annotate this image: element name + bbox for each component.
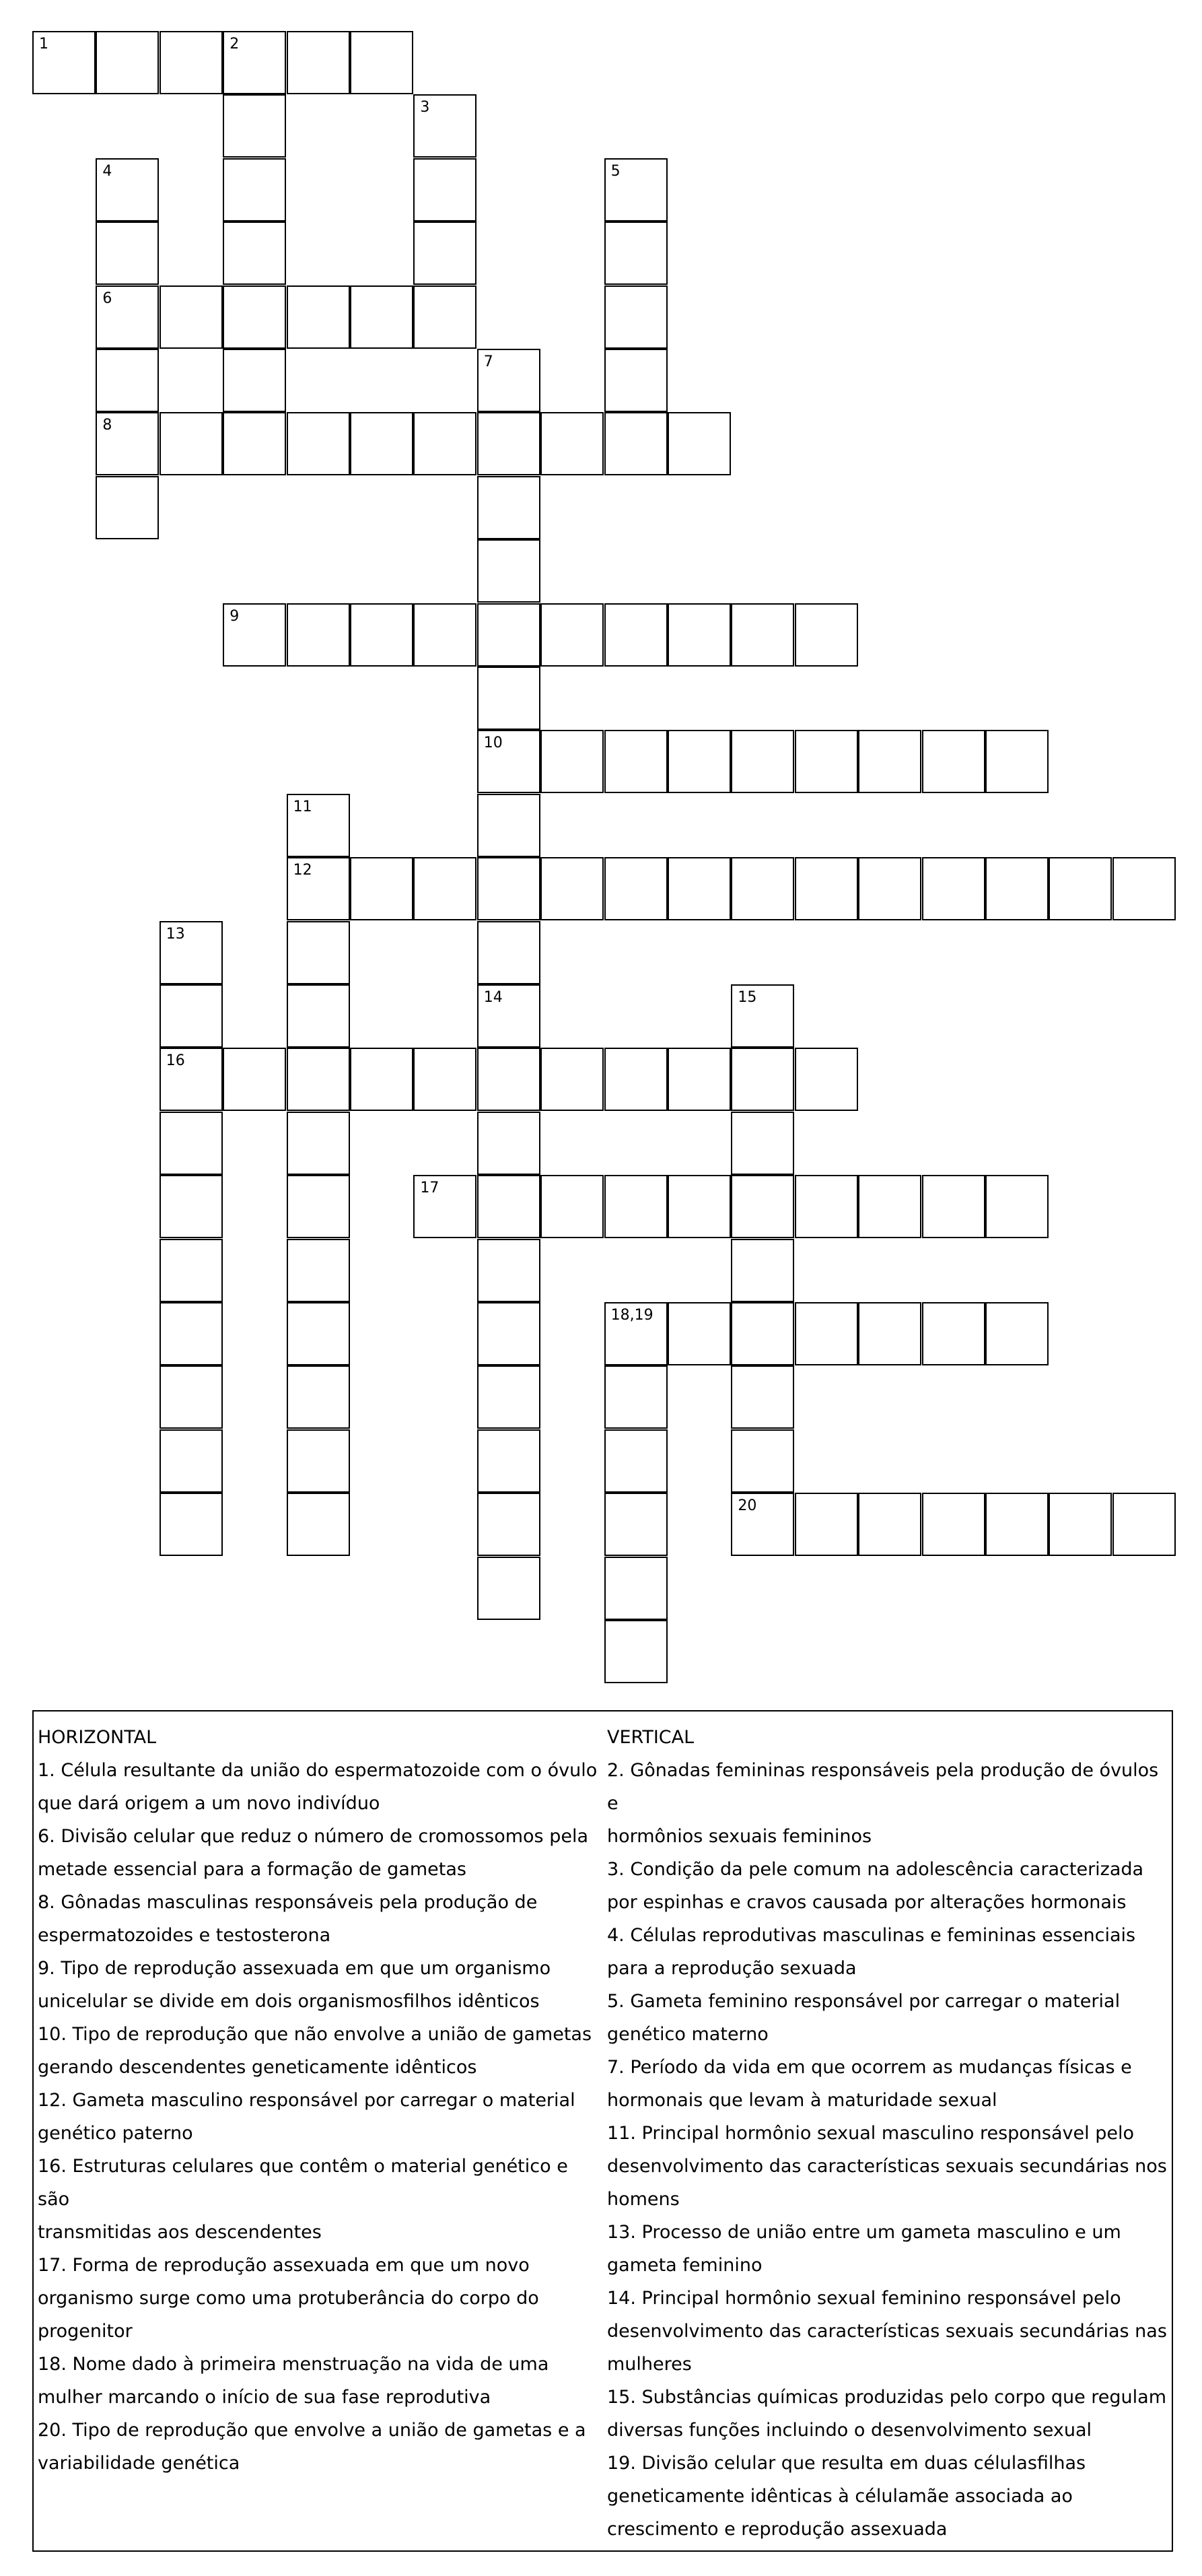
grid-cell[interactable] <box>223 31 286 94</box>
grid-cell[interactable] <box>350 31 413 94</box>
grid-cell[interactable] <box>604 349 668 412</box>
grid-cell[interactable] <box>160 412 223 475</box>
grid-cell[interactable] <box>160 31 223 94</box>
grid-cell[interactable] <box>477 1365 540 1429</box>
grid-cell[interactable] <box>604 1493 668 1556</box>
grid-cell[interactable] <box>668 730 731 793</box>
grid-cell[interactable] <box>287 1175 350 1238</box>
grid-cell[interactable] <box>287 31 350 94</box>
clue-line: crescimento e reprodução assexuada <box>607 2519 948 2540</box>
grid-cell[interactable] <box>858 1493 921 1556</box>
grid-cell[interactable] <box>477 1493 540 1556</box>
grid-cell[interactable] <box>413 94 476 158</box>
grid-cell[interactable] <box>604 1175 668 1238</box>
grid-cell[interactable] <box>604 857 668 920</box>
grid-cell[interactable] <box>668 603 731 667</box>
grid-cell[interactable] <box>96 285 159 349</box>
grid-cell[interactable] <box>287 603 350 667</box>
clue-line: 2. Gônadas femininas responsáveis pela produção de óvulos e <box>607 1760 1159 1814</box>
clue-line: metade essencial para a formação de gametas <box>38 1859 466 1880</box>
grid-cell[interactable] <box>540 857 604 920</box>
clue-number: 11 <box>293 798 312 815</box>
grid-cell[interactable] <box>160 285 223 349</box>
grid-cell[interactable] <box>731 984 794 1048</box>
grid-cell[interactable] <box>477 1557 540 1620</box>
grid-cell[interactable] <box>223 349 286 412</box>
grid-cell[interactable] <box>985 1175 1049 1238</box>
grid-cell[interactable] <box>223 158 286 222</box>
grid-cell[interactable] <box>731 1239 794 1302</box>
grid-cell[interactable] <box>477 794 540 857</box>
grid-cell[interactable] <box>413 158 476 222</box>
grid-cell[interactable] <box>223 1048 286 1111</box>
clue-line: para a reprodução sexuada <box>607 1958 857 1979</box>
clue-number: 15 <box>738 989 757 1006</box>
grid-cell[interactable] <box>477 539 540 603</box>
grid-cell[interactable] <box>223 412 286 475</box>
clue-line: 8. Gônadas masculinas responsáveis pela produção de <box>38 1892 538 1913</box>
grid-cell[interactable] <box>540 730 604 793</box>
clue-number: 13 <box>166 925 185 943</box>
grid-cell[interactable] <box>477 1302 540 1365</box>
grid-cell[interactable] <box>668 412 731 475</box>
grid-cell[interactable] <box>668 1175 731 1238</box>
clue-line: 9. Tipo de reprodução assexuada em que um organismo <box>38 1958 551 1979</box>
clue-line: gerando descendentes geneticamente idênticos <box>38 2057 477 2078</box>
grid-cell[interactable] <box>413 603 476 667</box>
clue-line: 18. Nome dado à primeira menstruação na vida de uma <box>38 2354 549 2375</box>
grid-cell[interactable] <box>477 921 540 984</box>
grid-cell[interactable] <box>223 285 286 349</box>
clue-number: 9 <box>229 607 240 625</box>
grid-cell[interactable] <box>985 1302 1049 1365</box>
clue-number: 16 <box>166 1052 185 1070</box>
grid-cell[interactable] <box>350 857 413 920</box>
clue-line: desenvolvimento das características sexuais secundárias nos <box>607 2156 1167 2177</box>
grid-cell[interactable] <box>795 603 858 667</box>
clue-line: 6. Divisão celular que reduz o número de cromossomos pela <box>38 1826 588 1847</box>
grid-cell[interactable] <box>160 1493 223 1556</box>
grid-cell[interactable] <box>287 857 350 920</box>
grid-cell[interactable] <box>604 1557 668 1620</box>
clue-line: desenvolvimento das características sexuais secundárias nas <box>607 2321 1167 2342</box>
clue-number: 12 <box>293 862 312 879</box>
grid-cell[interactable] <box>731 603 794 667</box>
grid-cell[interactable] <box>477 857 540 920</box>
grid-cell[interactable] <box>1112 857 1176 920</box>
grid-cell[interactable] <box>604 1620 668 1683</box>
grid-cell[interactable] <box>287 1429 350 1493</box>
grid-cell[interactable] <box>604 1048 668 1111</box>
grid-cell[interactable] <box>477 1175 540 1238</box>
clue-number: 4 <box>102 162 112 180</box>
grid-cell[interactable] <box>96 222 159 285</box>
clue-number: 10 <box>483 735 503 752</box>
grid-cell[interactable] <box>604 730 668 793</box>
grid-cell[interactable] <box>1049 857 1112 920</box>
clue-line: 13. Processo de união entre um gameta masculino e um <box>607 2222 1121 2243</box>
clue-line: 4. Células reprodutivas masculinas e femininas essenciais <box>607 1925 1136 1946</box>
grid-cell[interactable] <box>604 412 668 475</box>
clue-line: variabilidade genética <box>38 2453 240 2474</box>
clue-number: 6 <box>102 290 112 307</box>
clue-number: 20 <box>738 1497 757 1515</box>
clue-number: 7 <box>483 353 493 370</box>
grid-cell[interactable] <box>922 730 985 793</box>
grid-cell[interactable] <box>350 285 413 349</box>
clue-number: 14 <box>483 989 503 1006</box>
grid-cell[interactable] <box>604 1429 668 1493</box>
grid-cell[interactable] <box>668 1302 731 1365</box>
grid-cell[interactable] <box>413 412 476 475</box>
grid-cell[interactable] <box>350 412 413 475</box>
grid-cell[interactable] <box>731 1302 794 1365</box>
grid-cell[interactable] <box>96 476 159 539</box>
clue-line: transmitidas aos descendentes <box>38 2222 322 2243</box>
clue-line: espermatozoides e testosterona <box>38 1925 331 1946</box>
grid-cell[interactable] <box>96 412 159 475</box>
clue-number: 8 <box>102 417 112 434</box>
grid-cell[interactable] <box>32 31 96 94</box>
clue-line: 19. Divisão celular que resulta em duas célulasfilhas <box>607 2453 1086 2474</box>
grid-cell[interactable] <box>477 1112 540 1175</box>
grid-cell[interactable] <box>477 476 540 539</box>
clue-line: 3. Condição da pele comum na adolescência caracterizada <box>607 1859 1144 1880</box>
grid-cell[interactable] <box>160 1429 223 1493</box>
grid-cell[interactable] <box>287 285 350 349</box>
clue-number: 17 <box>420 1180 439 1197</box>
grid-cell[interactable] <box>985 730 1049 793</box>
clue-line: 5. Gameta feminino responsável por carregar o material <box>607 1991 1121 2012</box>
grid-cell[interactable] <box>795 730 858 793</box>
grid-cell[interactable] <box>604 1365 668 1429</box>
grid-cell[interactable] <box>731 1048 794 1111</box>
grid-cell[interactable] <box>223 222 286 285</box>
grid-cell[interactable] <box>160 1175 223 1238</box>
grid-cell[interactable] <box>858 1302 921 1365</box>
clue-line: 16. Estruturas celulares que contêm o material genético e são <box>38 2156 568 2210</box>
grid-cell[interactable] <box>477 984 540 1048</box>
grid-cell[interactable] <box>413 1048 476 1111</box>
grid-cell[interactable] <box>858 1175 921 1238</box>
grid-cell[interactable] <box>1112 1493 1176 1556</box>
grid-cell[interactable] <box>795 1302 858 1365</box>
grid-cell[interactable] <box>668 857 731 920</box>
clue-line: progenitor <box>38 2321 133 2342</box>
grid-cell[interactable] <box>731 1493 794 1556</box>
grid-cell[interactable] <box>858 730 921 793</box>
grid-cell[interactable] <box>540 603 604 667</box>
clue-line: hormonais que levam à maturidade sexual <box>607 2090 997 2111</box>
grid-cell[interactable] <box>160 1048 223 1111</box>
clue-line: mulheres <box>607 2354 692 2375</box>
clue-line: organismo surge como uma protuberância do corpo do <box>38 2288 539 2309</box>
grid-cell[interactable] <box>160 921 223 984</box>
grid-cell[interactable] <box>731 1175 794 1238</box>
clue-line: diversas funções incluindo o desenvolvimento sexual <box>607 2420 1092 2441</box>
grid-cell[interactable] <box>477 1048 540 1111</box>
clue-line: 7. Período da vida em que ocorrem as mudanças físicas e <box>607 2057 1132 2078</box>
grid-cell[interactable] <box>795 1048 858 1111</box>
grid-cell[interactable] <box>540 1175 604 1238</box>
grid-cell[interactable] <box>477 667 540 730</box>
clue-number: 1 <box>39 36 48 53</box>
clue-line: 17. Forma de reprodução assexuada em que um novo <box>38 2255 530 2276</box>
grid-cell[interactable] <box>540 1048 604 1111</box>
grid-cell[interactable] <box>795 1493 858 1556</box>
grid-cell[interactable] <box>477 603 540 667</box>
grid-cell[interactable] <box>160 1239 223 1302</box>
grid-cell[interactable] <box>287 1365 350 1429</box>
grid-cell[interactable] <box>223 94 286 158</box>
clue-line: gameta feminino <box>607 2255 763 2276</box>
grid-cell[interactable] <box>287 1048 350 1111</box>
grid-cell[interactable] <box>731 857 794 920</box>
grid-cell[interactable] <box>604 158 668 222</box>
grid-cell[interactable] <box>477 412 540 475</box>
horizontal-clues <box>38 1721 603 2480</box>
grid-cell[interactable] <box>96 31 159 94</box>
grid-cell[interactable] <box>604 222 668 285</box>
grid-cell[interactable] <box>540 412 604 475</box>
clue-line: homens <box>607 2189 680 2210</box>
clue-line: 15. Substâncias químicas produzidas pelo corpo que regulam <box>607 2387 1167 2408</box>
clue-line: que dará origem a um novo indivíduo <box>38 1793 380 1814</box>
grid-cell[interactable] <box>604 285 668 349</box>
clue-line: 12. Gameta masculino responsável por carregar o material <box>38 2090 575 2111</box>
grid-cell[interactable] <box>413 857 476 920</box>
grid-cell[interactable] <box>477 349 540 412</box>
clue-line: 11. Principal hormônio sexual masculino responsável pelo <box>607 2123 1134 2144</box>
vertical-clues <box>607 1721 1170 2546</box>
clue-line: 1. Célula resultante da união do espermatozoide com o óvulo <box>38 1760 598 1781</box>
grid-cell[interactable] <box>287 1239 350 1302</box>
grid-cell[interactable] <box>922 1175 985 1238</box>
grid-cell[interactable] <box>477 1239 540 1302</box>
grid-cell[interactable] <box>287 1302 350 1365</box>
grid-cell[interactable] <box>223 603 286 667</box>
grid-cell[interactable] <box>731 1365 794 1429</box>
grid-cell[interactable] <box>413 1175 476 1238</box>
grid-cell[interactable] <box>922 1302 985 1365</box>
grid-cell[interactable] <box>985 1493 1049 1556</box>
grid-cell[interactable] <box>731 1112 794 1175</box>
grid-cell[interactable] <box>287 412 350 475</box>
grid-cell[interactable] <box>604 603 668 667</box>
grid-cell[interactable] <box>668 1048 731 1111</box>
grid-cell[interactable] <box>160 1112 223 1175</box>
grid-cell[interactable] <box>731 730 794 793</box>
grid-cell[interactable] <box>96 349 159 412</box>
clue-line: mulher marcando o início de sua fase reprodutiva <box>38 2387 491 2408</box>
grid-cell[interactable] <box>985 857 1049 920</box>
clue-line: unicelular se divide em dois organismosfilhos idênticos <box>38 1991 540 2012</box>
clue-line: 10. Tipo de reprodução que não envolve a união de gametas <box>38 2024 592 2045</box>
grid-cell[interactable] <box>96 158 159 222</box>
grid-cell[interactable] <box>795 857 858 920</box>
grid-cell[interactable] <box>287 921 350 984</box>
grid-cell[interactable] <box>350 1048 413 1111</box>
grid-cell[interactable] <box>160 1302 223 1365</box>
clue-number: 3 <box>420 99 430 116</box>
grid-cell[interactable] <box>858 857 921 920</box>
clue-number: 5 <box>610 162 621 180</box>
grid-cell[interactable] <box>604 1302 668 1365</box>
clue-line: genético paterno <box>38 2123 193 2144</box>
vertical-heading: VERTICAL <box>607 1727 695 1748</box>
clue-line: por espinhas e cravos causada por alterações hormonais <box>607 1892 1127 1913</box>
grid-cell[interactable] <box>350 603 413 667</box>
grid-cell[interactable] <box>287 1112 350 1175</box>
grid-cell[interactable] <box>477 730 540 793</box>
grid-cell[interactable] <box>1049 1493 1112 1556</box>
grid-cell[interactable] <box>160 1365 223 1429</box>
grid-cell[interactable] <box>731 1429 794 1493</box>
grid-cell[interactable] <box>287 794 350 857</box>
clue-line: 20. Tipo de reprodução que envolve a união de gametas e a <box>38 2420 586 2441</box>
grid-cell[interactable] <box>477 1429 540 1493</box>
clue-line: hormônios sexuais femininos <box>607 1826 872 1847</box>
grid-cell[interactable] <box>287 1493 350 1556</box>
clue-number: 18,19 <box>610 1307 653 1324</box>
clue-line: geneticamente idênticas à célulamãe associada ao <box>607 2486 1073 2507</box>
grid-cell[interactable] <box>795 1175 858 1238</box>
grid-cell[interactable] <box>413 285 476 349</box>
clue-line: 14. Principal hormônio sexual feminino responsável pelo <box>607 2288 1121 2309</box>
grid-cell[interactable] <box>922 857 985 920</box>
grid-cell[interactable] <box>922 1493 985 1556</box>
grid-cell[interactable] <box>287 984 350 1048</box>
horizontal-heading: HORIZONTAL <box>38 1727 157 1748</box>
clue-number: 2 <box>229 36 240 53</box>
clue-box <box>32 1710 1173 2552</box>
grid-cell[interactable] <box>413 222 476 285</box>
clue-line: genético materno <box>607 2024 769 2045</box>
grid-cell[interactable] <box>160 984 223 1048</box>
